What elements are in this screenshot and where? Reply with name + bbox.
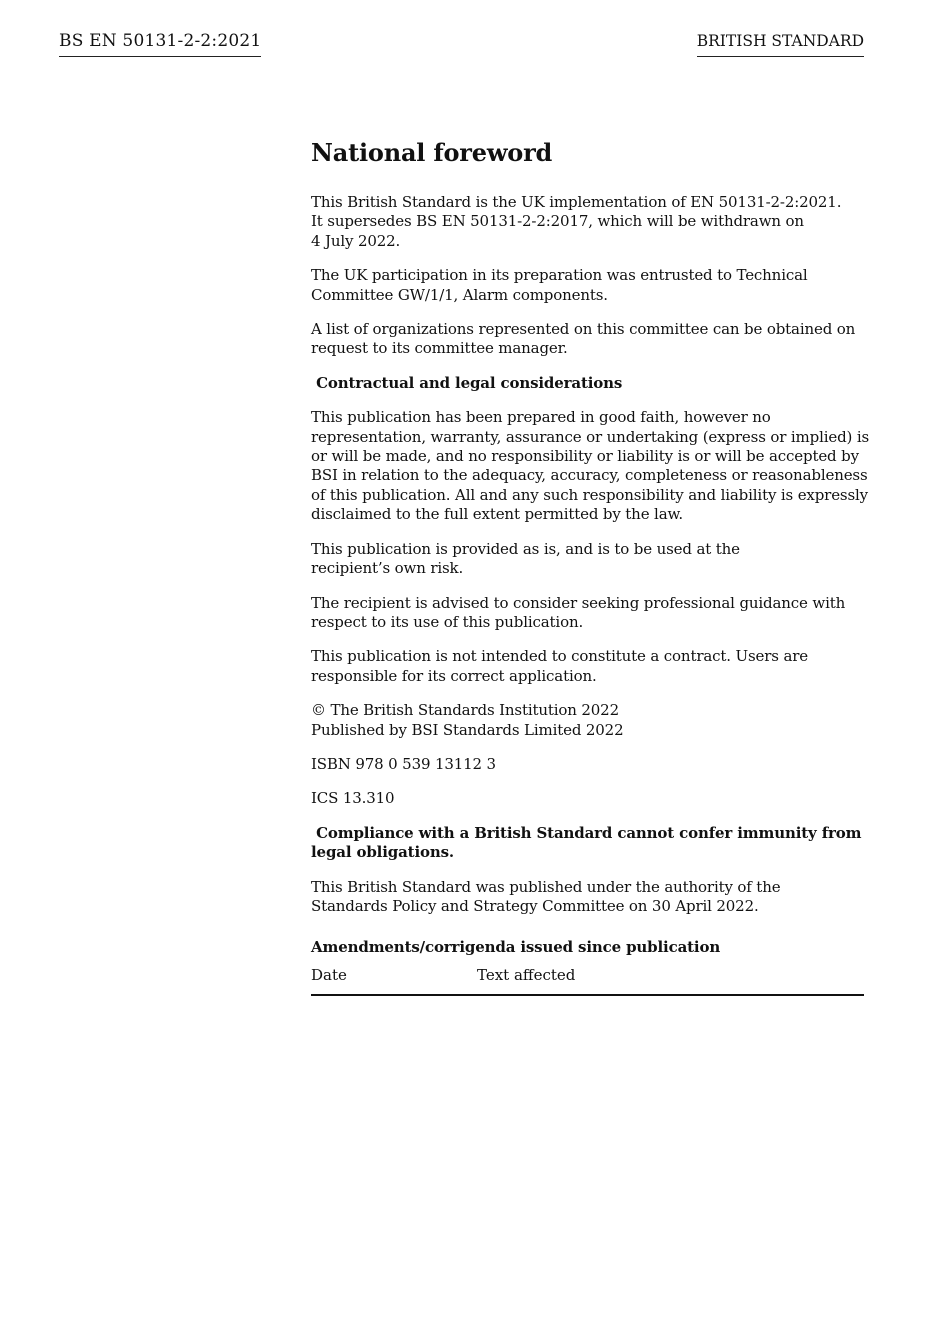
text-affected-column-header: Text affected: [477, 966, 864, 995]
publisher-line: Published by BSI Standards Limited 2022: [311, 720, 624, 739]
participation-paragraph: The UK participation in its preparation was entrusted to Technical Committee GW/1/1, Alarm components.: [311, 266, 808, 304]
implementation-line-2: It supersedes BS EN 50131-2-2:2017, which will be withdrawn on: [311, 212, 804, 231]
ics-code: ICS 13.310: [311, 789, 395, 808]
contractual-heading-text: Contractual and legal considerations: [316, 373, 623, 392]
national-foreword-section: [311, 138, 871, 996]
amendments-header-row: [311, 966, 864, 995]
amendments-heading: Amendments/corrigenda issued since publication: [311, 938, 721, 957]
amendments-table: [311, 966, 864, 996]
risk-line-1: This publication is provided as is, and is to be used at the: [311, 539, 740, 558]
contract-paragraph: This publication is not intended to constitute a contract. Users are responsible for its correct application.: [311, 647, 808, 685]
page-title: National foreword: [311, 138, 553, 167]
document-id: BS EN 50131-2-2:2021: [59, 31, 261, 57]
compliance-heading-text: Compliance with a British Standard cannot confer immunity from legal obligations.: [311, 823, 862, 862]
standard-category: BRITISH STANDARD: [697, 32, 864, 57]
contractual-heading: [311, 374, 871, 393]
copyright-paragraph: [311, 701, 871, 740]
good-faith-paragraph: This publication has been prepared in good faith, however no representation, warranty, assurance or undertaking (express or implied) is or will be made, and no responsibility or liability is or will be accepted by BSI in relation to the adequacy, accuracy, completeness or reasonableness of this publication. All and any such responsibility and liability is expressly disclaimed to the full extent permitted by the law.: [311, 408, 870, 524]
risk-paragraph: [311, 540, 871, 579]
guidance-paragraph: The recipient is advised to consider seeking professional guidance with respect to its use of this publication.: [311, 593, 846, 631]
authority-paragraph: [311, 878, 871, 917]
authority-line-2: Standards Policy and Strategy Committee on 30 April 2022.: [311, 896, 759, 915]
authority-line-1: This British Standard was published under the authority of the: [311, 877, 781, 896]
isbn: ISBN 978 0 539 13112 3: [311, 754, 496, 773]
implementation-line-1: This British Standard is the UK implementation of EN 50131-2-2:2021.: [311, 193, 842, 211]
copyright-line: © The British Standards Institution 2022: [311, 701, 619, 720]
date-column-header: Date: [311, 966, 477, 995]
risk-line-2: recipient’s own risk.: [311, 559, 464, 578]
implementation-line-3: 4 July 2022.: [311, 231, 401, 250]
implementation-paragraph: [311, 193, 871, 251]
committee-paragraph: A list of organizations represented on this committee can be obtained on request to its committee manager.: [311, 320, 856, 358]
compliance-heading: [311, 824, 871, 863]
